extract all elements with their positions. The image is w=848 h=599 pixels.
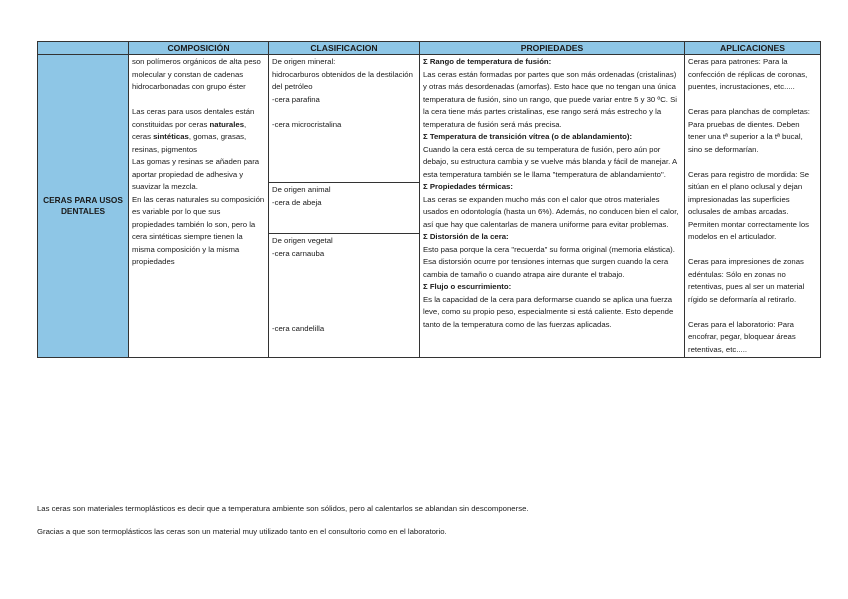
footnote-usage: Gracias a que son termoplásticos las ceras son un material muy utilizado tanto en el consultorio como en el laboratorio. (37, 527, 447, 536)
sigma-bullet-icon: Σ (423, 57, 428, 66)
composition-p3: Las gomas y resinas se añaden para aportar propiedad de adhesiva y suavizar la mezcla. (132, 157, 260, 191)
property-title-text: Propiedades térmicas: (429, 182, 513, 191)
classification-cell (269, 55, 420, 358)
classification-animal (269, 183, 419, 234)
waxes-table-container (37, 41, 820, 358)
composition-p4: En las ceras naturales su composición es variable por lo que sus propiedades también lo son, pero la cera sintéticas siempre tienen la misma composición y la misma propiedades (132, 194, 265, 266)
application-item: Ceras para impresiones de zonas edéntulas: Sólo en zonas no retentivas, pues al ser un material rígido se deformaría al retirarlo. (688, 257, 805, 304)
header-classification: CLASIFICACION (269, 42, 420, 55)
vegetal-item: -cera candelilla (272, 323, 325, 333)
footnote-thermoplastic: Las ceras son materiales termoplásticos es decir que a temperatura ambiente son sólidos, pero al calentarlos se ablandan sin descomponerse. (37, 504, 529, 513)
composition-p1: son polímeros orgánicos de alta peso molecular y constan de cadenas hidrocarbonadas con grupo éster (132, 57, 261, 91)
table-row (38, 55, 821, 358)
composition-p2-c: , ceras (132, 119, 247, 141)
waxes-table (37, 41, 821, 358)
property-title (423, 231, 681, 244)
application-item: Ceras para patrones: Para la confección de réplicas de coronas, puentes, incrustaciones, etc..... (688, 57, 808, 91)
sigma-bullet-icon: Σ (423, 182, 428, 191)
property-title (423, 181, 681, 194)
header-empty (38, 42, 129, 55)
animal-item: -cera de abeja (272, 197, 322, 207)
composition-p2 (132, 106, 265, 156)
property-title (423, 131, 681, 144)
composition-p2-a: Las ceras para usos dentales están constituidas por ceras (132, 107, 255, 129)
sigma-bullet-icon: Σ (423, 232, 428, 241)
application-item: Ceras para registro de mordida: Se sitúan en el plano oclusal y dejan impresionadas las superficies oclusales de ambas arcadas. Permiten montar correctamente los modelos en el articulador. (688, 169, 810, 241)
property-body: Cuando la cera está cerca de su temperatura de fusión, pero aún por debajo, su estructura cambia y se vuelve más blanda y fácil de manejar. A esta temperatura también se le llama "temperatura de ablandamiento". (423, 144, 677, 179)
vegetal-item: -cera carnauba (272, 248, 325, 258)
header-composition: COMPOSICIÓN (129, 42, 269, 55)
properties-cell (420, 55, 685, 358)
sigma-bullet-icon: Σ (423, 282, 428, 291)
header-applications: APLICACIONES (685, 42, 821, 55)
property-body: Esto pasa porque la cera "recuerda" su forma original (memoria elástica). Esa distorsión ocurre por tensiones internas que surgen cuando la cera cambia de tamaño o cuando atrapa aire durante el trabajo. (423, 244, 675, 279)
row-label: CERAS PARA USOS DENTALES (38, 55, 129, 358)
property-title (423, 56, 681, 69)
property-title (423, 281, 681, 294)
animal-head: De origen animal (272, 185, 331, 194)
property-title-text: Flujo o escurrimiento: (429, 282, 512, 291)
property-body: Es la capacidad de la cera para deformarse cuando se aplica una fuerza leve, como su propio peso, especialmente si está caliente. Esto depende tanto de la temperatura como de las fuerzas aplicadas. (423, 294, 674, 329)
composition-p2-e: , gomas, grasas, resinas, pigmentos (132, 132, 247, 154)
header-row (38, 42, 821, 55)
mineral-item: -cera parafina (272, 94, 320, 104)
vegetal-head: De origen vegetal (272, 236, 333, 245)
mineral-head: De origen mineral: (272, 57, 336, 66)
composition-p2-d: sintéticas (153, 132, 189, 141)
applications-cell (685, 55, 821, 358)
header-properties: PROPIEDADES (420, 42, 685, 55)
application-item: Ceras para el laboratorio: Para encofrar, pegar, bloquear áreas retentivas, etc..... (688, 319, 796, 354)
sigma-bullet-icon: Σ (423, 132, 428, 141)
property-title-text: Temperatura de transición vítrea (o de ablandamiento): (429, 132, 633, 141)
property-title-text: Rango de temperatura de fusión: (429, 57, 552, 66)
mineral-desc: hidrocarburos obtenidos de la destilación del petróleo (272, 69, 413, 91)
classification-mineral (269, 55, 419, 183)
composition-p2-b: naturales (209, 119, 245, 129)
property-title-text: Distorsión de la cera: (429, 232, 509, 241)
composition-cell (129, 55, 269, 358)
classification-vegetal (269, 234, 419, 336)
mineral-item: -cera microcristalina (272, 119, 342, 129)
property-body: Las ceras están formadas por partes que son más ordenadas (cristalinas) y otras más desordenadas (amorfas). Esto hace que no tengan una única temperatura de fusión, sino un rango, que puede variar entre 5 y 30 ºC. Si la cera tiene más partes cristalinas, ese rango será más estrecho y la temperatura de fusión será más precisa. (423, 69, 677, 129)
application-item: Ceras para planchas de completas: Para pruebas de dientes. Deben tener una tª superior a la tª bucal, sino se deformarían. (688, 107, 810, 154)
property-body: Las ceras se expanden mucho más con el calor que otros materiales usados en odontología (hasta un 6%). Además, no conducen bien el calor, así que hay que calentarlas de manera uniforme para evitar problemas. (423, 194, 679, 229)
